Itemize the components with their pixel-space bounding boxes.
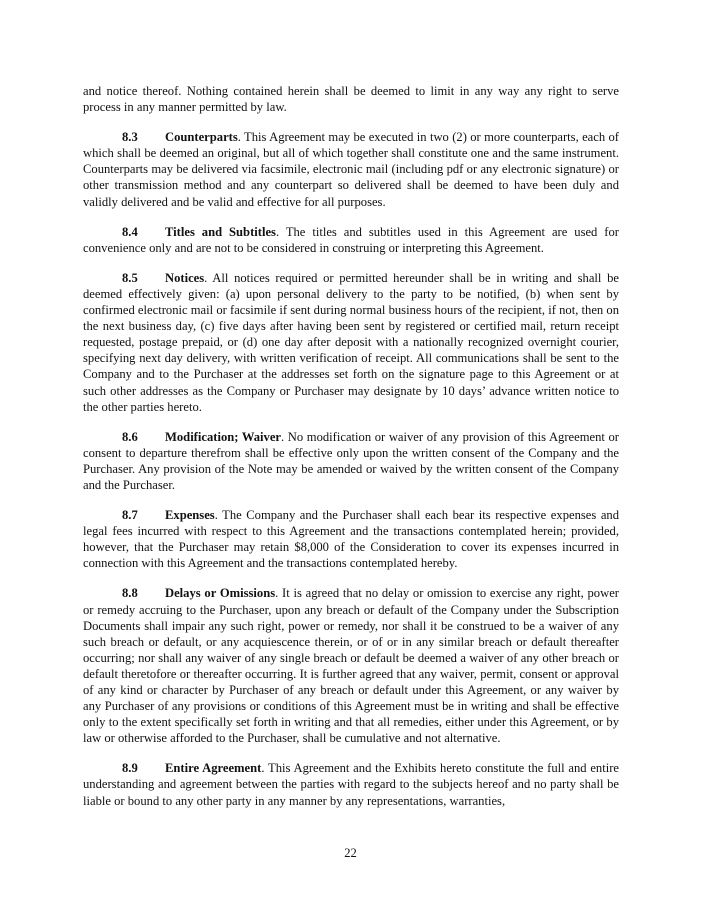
intro-paragraph: and notice thereof. Nothing contained herein shall be deemed to limit in any way any right to serve process in any manner permitted by law. <box>83 84 619 115</box>
section-text: . All notices required or permitted hereunder shall be in writing and shall be deemed effectively given: (a) upon personal delivery to the party to be notified, (b) when sent by confirmed electronic mail or facsimile if sent during normal business hours of the recipient, if not, then on the next business day, (c) five days after having been sent by registered or certified mail, return receipt requested, postage prepaid, or (d) one day after deposit with a nationally recognized overnight courier, specifying next day delivery, with written verification of receipt. All communications shall be sent to the Company and to the Purchaser at the addresses set forth on the signature page to this Agreement or at such other addresses as the Company or Purchaser may designate by 10 days’ advance written notice to the other parties hereto. <box>83 270 619 414</box>
section-title: Delays or Omissions <box>165 586 276 601</box>
section-8-9 <box>83 760 619 808</box>
section-title: Counterparts <box>165 130 238 145</box>
section-title: Entire Agreement <box>165 761 262 776</box>
section-number: 8.8 <box>122 586 138 601</box>
section-number: 8.4 <box>122 224 138 239</box>
section-8-5 <box>83 270 619 415</box>
section-title: Expenses <box>165 508 215 523</box>
section-text: . The titles and subtitles used in this Agreement are used for convenience only and are not to be considered in construing or interpreting this Agreement. <box>83 224 619 255</box>
section-8-4 <box>83 224 619 256</box>
section-text: . This Agreement may be executed in two (2) or more counterparts, each of which shall be deemed an original, but all of which together shall constitute one and the same instrument. Counterparts may be delivered via facsimile, electronic mail (including pdf or any electronic signature) or other transmission method and any counterpart so delivered shall be deemed to have been duly and validly delivered and be valid and effective for all purposes. <box>83 130 619 209</box>
section-8-6 <box>83 429 619 493</box>
section-8-8 <box>83 585 619 746</box>
section-title: Modification; Waiver <box>165 429 282 444</box>
page-number: 22 <box>344 846 357 860</box>
section-text: . It is agreed that no delay or omission to exercise any right, power or remedy accruing to the Purchaser, upon any breach or default of the Company under the Subscription Documents shall impair any such right, power or remedy, nor shall it be construed to be a waiver of any such breach or default, or any acquiescence therein, or of or in any similar breach or default thereafter occurring; nor shall any waiver of any single breach or default be deemed a waiver of any other breach or default theretofore or thereafter occurring. It is further agreed that any waiver, permit, consent or approval of any kind or character by Purchaser of any breach or default under this Agreement, or any waiver by any Purchaser of any provisions or conditions of this Agreement must be in writing and shall be effective only to the extent specifically set forth in writing and that all remedies, either under this Agreement, or by law or otherwise afforded to the Purchaser, shall be cumulative and not alternative. <box>83 586 619 746</box>
section-number: 8.5 <box>122 270 138 285</box>
section-number: 8.6 <box>122 429 138 444</box>
section-text: . No modification or waiver of any provision of this Agreement or consent to departure therefrom shall be effective only upon the written consent of the Company and the Purchaser. Any provision of the Note may be amended or waived by the written consent of the Company and the Purchaser. <box>83 429 620 492</box>
section-8-7 <box>83 507 619 571</box>
section-number: 8.7 <box>122 508 138 523</box>
section-8-3 <box>83 129 619 209</box>
section-number: 8.9 <box>122 761 138 776</box>
section-number: 8.3 <box>122 130 138 145</box>
section-text: . This Agreement and the Exhibits hereto constitute the full and entire understanding and agreement between the parties with regard to the subjects hereof and no party shall be liable or bound to any other party in any manner by any representations, warranties, <box>83 761 619 808</box>
page-body <box>83 83 619 823</box>
section-title: Titles and Subtitles <box>165 224 276 239</box>
section-title: Notices <box>165 270 205 285</box>
section-text: . The Company and the Purchaser shall each bear its respective expenses and legal fees incurred with respect to this Agreement and the transactions contemplated herein; provided, however, that the Purchaser may retain $8,000 of the Consideration to cover its expenses incurred in connection with this Agreement and the transactions contemplated hereby. <box>83 508 619 571</box>
